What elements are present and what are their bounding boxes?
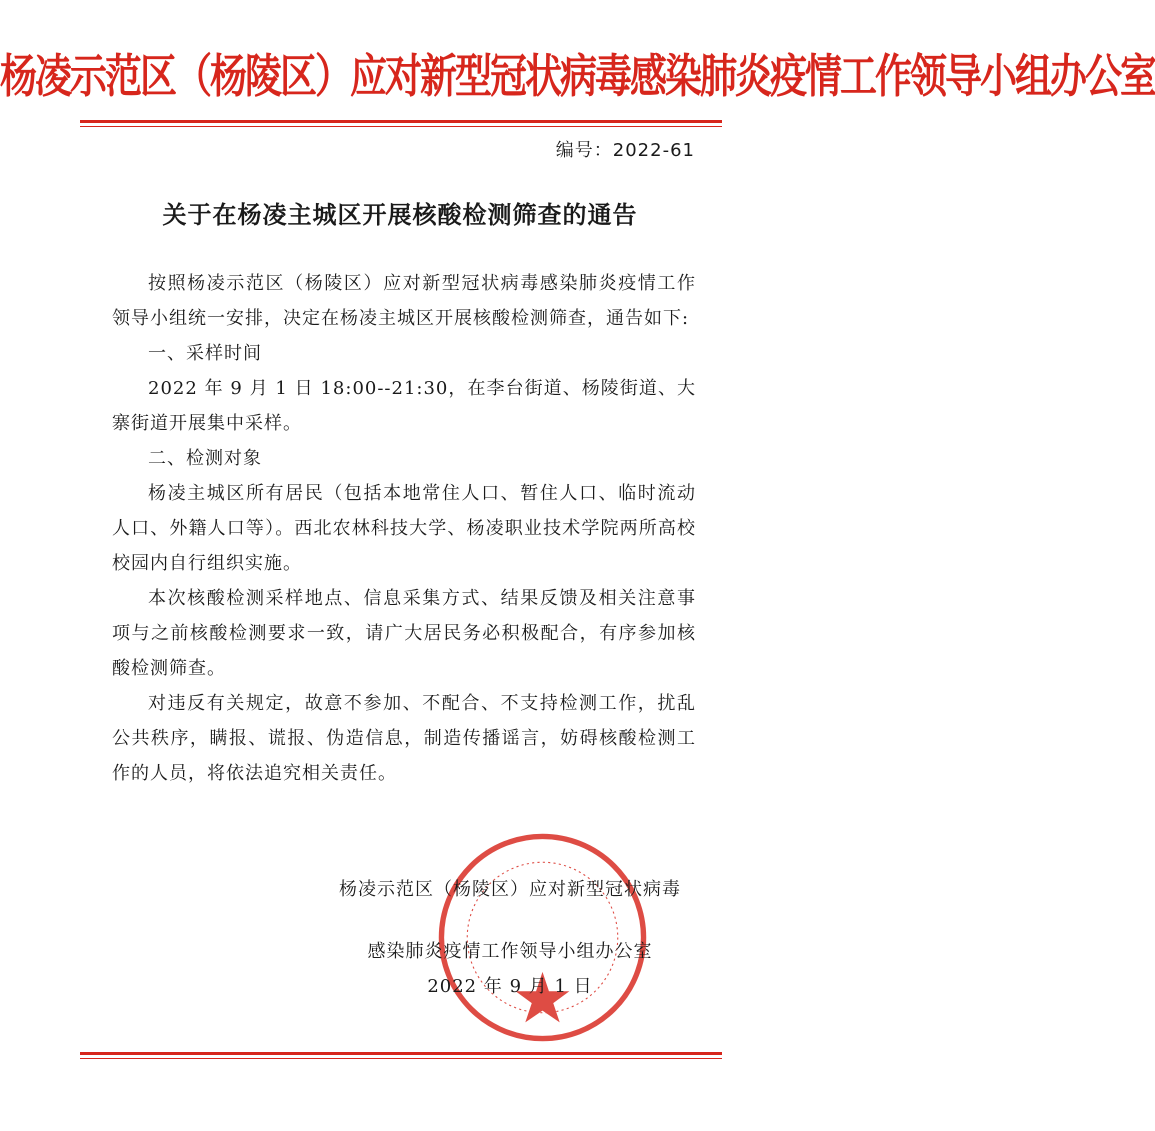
section-heading-sampling-time: 一、采样时间 xyxy=(148,343,262,364)
letterhead-title: 杨凌示范区（杨陵区）应对新型冠状病毒感染肺炎疫情工作领导小组办公室 xyxy=(0,49,1155,103)
letterhead-rule-thick xyxy=(80,120,722,123)
notice-body xyxy=(112,266,696,791)
footer-rule-thick xyxy=(80,1052,722,1055)
footer-rule-thin xyxy=(80,1058,722,1059)
paragraph-test-targets: 杨凌主城区所有居民（包括本地常住人口、暂住人口、临时流动人口、外籍人口等）。西北农林科技大学、杨凌职业技术学院两所高校校园内自行组织实施。 xyxy=(112,483,696,574)
paragraph-intro: 按照杨凌示范区（杨陵区）应对新型冠状病毒感染肺炎疫情工作领导小组统一安排，决定在杨凌主城区开展核酸检测筛查，通告如下: xyxy=(112,273,696,329)
paragraph-requirements: 本次核酸检测采样地点、信息采集方式、结果反馈及相关注意事项与之前核酸检测要求一致，请广大居民务必积极配合，有序参加核酸检测筛查。 xyxy=(112,588,696,679)
paragraph-sampling-time: 2022 年 9 月 1 日 18:00--21:30，在李台街道、杨陵街道、大寨街道开展集中采样。 xyxy=(112,378,696,434)
signature-date: 2022 年 9 月 1 日 xyxy=(427,976,593,997)
notice-title: 关于在杨凌主城区开展核酸检测筛查的通告 xyxy=(162,201,638,229)
document-number: 编号：2022-61 xyxy=(555,140,695,161)
paragraph-penalties: 对违反有关规定，故意不参加、不配合、不支持检测工作，扰乱公共秩序，瞒报、谎报、伪造信息，制造传播谣言，妨碍核酸检测工作的人员，将依法追究相关责任。 xyxy=(112,693,696,784)
letterhead-rule-thin xyxy=(80,126,722,127)
signature-line-2: 感染肺炎疫情工作领导小组办公室 xyxy=(367,941,653,962)
signature-line-1: 杨凌示范区（杨陵区）应对新型冠状病毒 xyxy=(339,879,681,900)
section-heading-test-targets: 二、检测对象 xyxy=(148,448,262,469)
